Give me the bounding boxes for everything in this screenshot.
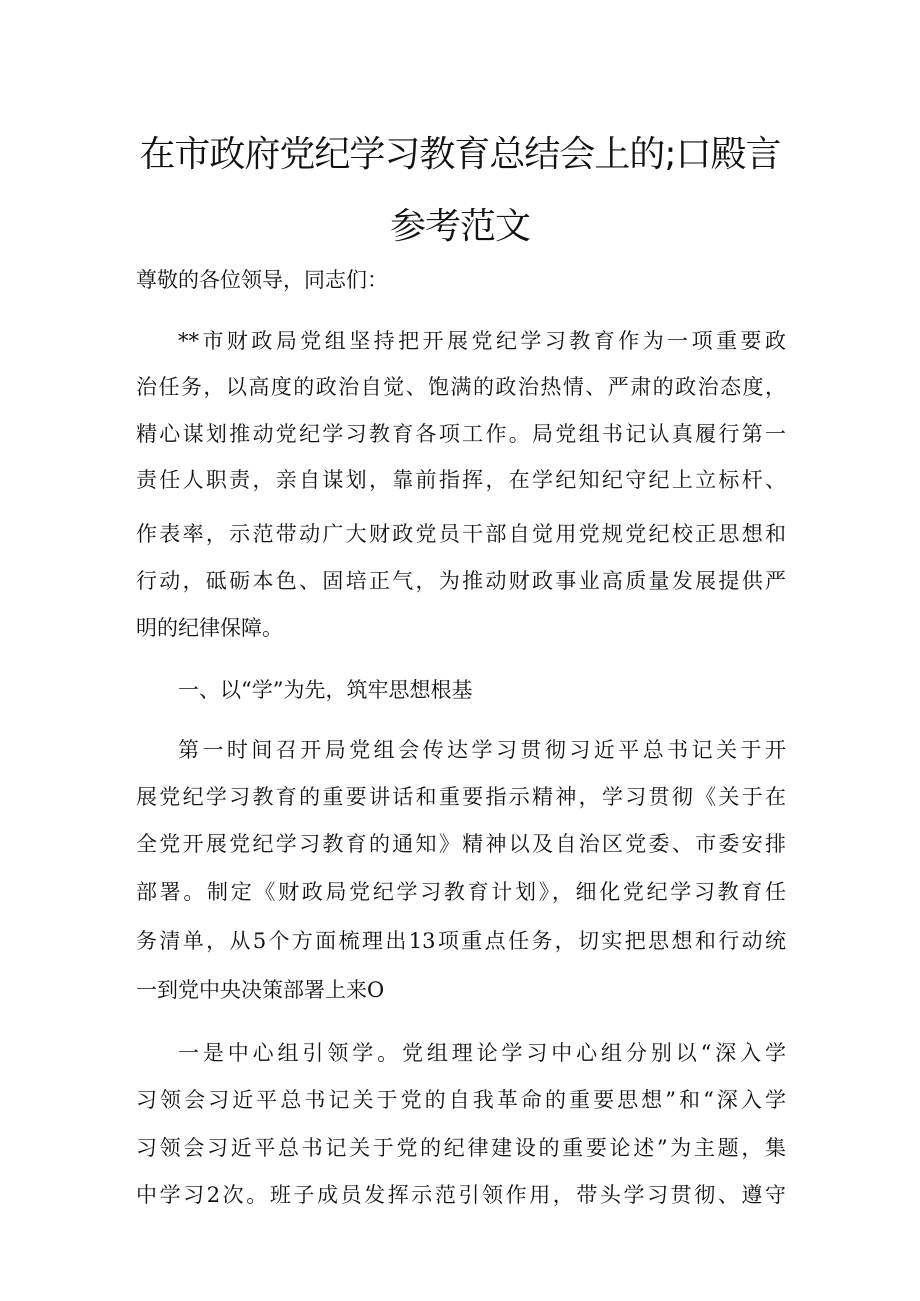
paragraph-1-line-1: **市财政局党组坚持把开展党纪学习教育作为一项重要政	[178, 329, 786, 353]
document-title-line-1: 在市政府党纪学习教育总结会上的;口殿言	[139, 134, 781, 175]
paragraph-3-line-2: 习领会习近平总书记关于党的自我革命的重要思想”和“深入学	[136, 1088, 786, 1112]
paragraph-2-line-3: 全党开展党纪学习教育的通知》精神以及自治区党委、市委安排	[136, 832, 786, 856]
paragraph-3-line-4: 中学习2次。班子成员发挥示范引领作用，带头学习贯彻、遵守	[136, 1183, 786, 1207]
section-heading-1: 一、以“学”为先，筑牢思想根基	[178, 678, 473, 702]
document-title-line-2: 参考范文	[389, 206, 530, 247]
paragraph-2-line-4: 部署。制定《财政局党纪学习教育计划》，细化党纪学习教育任	[136, 880, 786, 904]
paragraph-1-line-6: 行动，砥砺本色、固培正气，为推动财政事业高质量发展提供严	[136, 569, 786, 593]
paragraph-1-line-3: 精心谋划推动党纪学习教育各项工作。局党组书记认真履行第一	[136, 422, 786, 446]
paragraph-3-line-3: 习领会习近平总书记关于党的纪律建设的重要论述”为主题，集	[136, 1136, 786, 1160]
paragraph-1-line-4: 责任人职责，亲自谋划，靠前指挥，在学纪知纪守纪上立标杆、	[136, 468, 786, 492]
paragraph-1-line-5: 作表率，示范带动广大财政党员干部自觉用党规党纪校正思想和	[136, 522, 786, 546]
paragraph-1-line-2: 治任务，以高度的政治自觉、饱满的政治热情、严肃的政治态度，	[136, 375, 786, 399]
paragraph-3-line-1: 一是中心组引领学。党组理论学习中心组分别以“深入学	[178, 1041, 786, 1065]
paragraph-1-line-7: 明的纪律保障。	[136, 616, 283, 640]
salutation: 尊敬的各位领导，同志们：	[136, 268, 388, 292]
paragraph-2-line-1: 第一时间召开局党组会传达学习贯彻习近平总书记关于开	[178, 738, 786, 762]
paragraph-2-line-2: 展党纪学习教育的重要讲话和重要指示精神，学习贯彻《关于在	[136, 785, 786, 809]
paragraph-2-line-5: 务清单，从5个方面梳理出13项重点任务，切实把思想和行动统	[136, 929, 786, 953]
paragraph-2-line-6: 一到党中央决策部署上来O	[136, 978, 385, 1002]
